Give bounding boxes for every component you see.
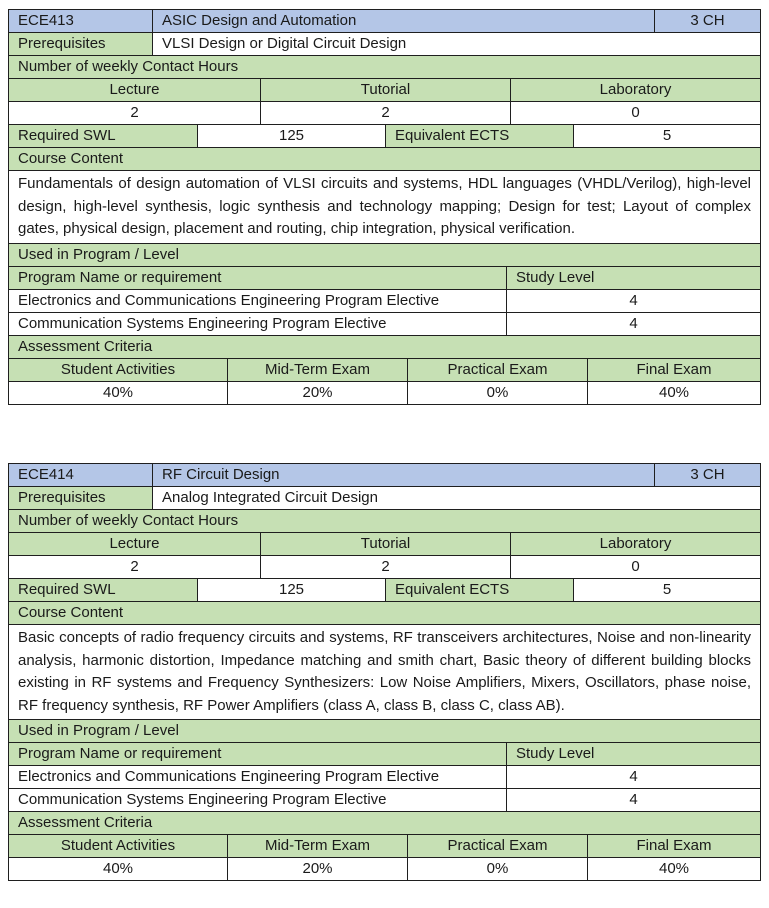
ects-label: Equivalent ECTS xyxy=(385,125,573,147)
program-row xyxy=(9,289,760,312)
course-content-text: Basic concepts of radio frequency circuits and systems, RF transceivers architectures, Noise and non-linearity analysis, harmonic distortion, Impedance matching and smith chart, Basic theory of different building blocks existing in RF systems and Frequency Synthesizers: Low Noise Amplifiers, Mixers, Oscillators, phase noise, RF frequency synthesis, RF Power Amplifiers (class A, class B, class C, class AB). xyxy=(9,624,760,719)
midterm-exam-header: Mid-Term Exam xyxy=(227,835,407,857)
assessment-header-row xyxy=(9,358,760,381)
assessment-header-row xyxy=(9,834,760,857)
final-exam-header: Final Exam xyxy=(587,359,760,381)
laboratory-header: Laboratory xyxy=(510,79,760,101)
tutorial-header: Tutorial xyxy=(260,79,510,101)
program-level-label-row xyxy=(9,243,760,266)
prerequisites-label: Prerequisites xyxy=(9,33,152,55)
program-row xyxy=(9,788,760,811)
practical-exam-header: Practical Exam xyxy=(407,835,587,857)
assessment-values-row xyxy=(9,857,760,880)
course-credits: 3 CH xyxy=(654,464,760,486)
student-activities-header: Student Activities xyxy=(9,835,227,857)
tutorial-header: Tutorial xyxy=(260,533,510,555)
study-level-header: Study Level xyxy=(506,267,760,289)
course-header-row xyxy=(9,10,760,32)
midterm-exam-value: 20% xyxy=(227,858,407,880)
prerequisites-row xyxy=(9,32,760,55)
ects-value: 5 xyxy=(573,579,760,601)
tutorial-hours: 2 xyxy=(260,556,510,578)
contact-hours-label-row xyxy=(9,55,760,78)
swl-label: Required SWL xyxy=(9,579,197,601)
contact-hours-label: Number of weekly Contact Hours xyxy=(9,56,760,78)
program-name: Electronics and Communications Engineering Program Elective xyxy=(9,290,506,312)
final-exam-value: 40% xyxy=(587,858,760,880)
course-table-ece414 xyxy=(8,463,761,881)
laboratory-hours: 0 xyxy=(510,102,760,124)
midterm-exam-header: Mid-Term Exam xyxy=(227,359,407,381)
program-name: Electronics and Communications Engineering Program Elective xyxy=(9,766,506,788)
course-content-label: Course Content xyxy=(9,602,760,624)
program-header-row xyxy=(9,742,760,765)
ects-value: 5 xyxy=(573,125,760,147)
course-title: ASIC Design and Automation xyxy=(152,10,654,32)
student-activities-header: Student Activities xyxy=(9,359,227,381)
assessment-label: Assessment Criteria xyxy=(9,336,760,358)
program-study-level: 4 xyxy=(506,766,760,788)
assessment-label: Assessment Criteria xyxy=(9,812,760,834)
program-study-level: 4 xyxy=(506,313,760,335)
program-name: Communication Systems Engineering Program Elective xyxy=(9,789,506,811)
course-title: RF Circuit Design xyxy=(152,464,654,486)
program-header-row xyxy=(9,266,760,289)
course-credits: 3 CH xyxy=(654,10,760,32)
course-content-text: Fundamentals of design automation of VLSI circuits and systems, HDL languages (VHDL/Verilog), high-level design, high-level synthesis, logic synthesis and technology mapping; Design for test; Layout of complex gates, physical design, placement and routing, chip integration, physical verification. xyxy=(9,170,760,243)
program-row xyxy=(9,312,760,335)
contact-hours-header-row xyxy=(9,532,760,555)
course-content-label: Course Content xyxy=(9,148,760,170)
ects-label: Equivalent ECTS xyxy=(385,579,573,601)
contact-hours-label-row xyxy=(9,509,760,532)
final-exam-header: Final Exam xyxy=(587,835,760,857)
program-study-level: 4 xyxy=(506,290,760,312)
student-activities-value: 40% xyxy=(9,382,227,404)
program-study-level: 4 xyxy=(506,789,760,811)
course-content-label-row xyxy=(9,147,760,170)
student-activities-value: 40% xyxy=(9,858,227,880)
lecture-header: Lecture xyxy=(9,533,260,555)
prerequisites-value: VLSI Design or Digital Circuit Design xyxy=(152,33,760,55)
final-exam-value: 40% xyxy=(587,382,760,404)
lecture-hours: 2 xyxy=(9,102,260,124)
program-name-header: Program Name or requirement xyxy=(9,743,506,765)
lecture-header: Lecture xyxy=(9,79,260,101)
swl-ects-row xyxy=(9,124,760,147)
assessment-label-row xyxy=(9,811,760,834)
prerequisites-value: Analog Integrated Circuit Design xyxy=(152,487,760,509)
program-row xyxy=(9,765,760,788)
swl-value: 125 xyxy=(197,579,385,601)
program-name-header: Program Name or requirement xyxy=(9,267,506,289)
contact-hours-values-row xyxy=(9,101,760,124)
study-level-header: Study Level xyxy=(506,743,760,765)
program-level-label: Used in Program / Level xyxy=(9,720,760,742)
swl-value: 125 xyxy=(197,125,385,147)
program-level-label: Used in Program / Level xyxy=(9,244,760,266)
assessment-values-row xyxy=(9,381,760,404)
program-name: Communication Systems Engineering Program Elective xyxy=(9,313,506,335)
contact-hours-values-row xyxy=(9,555,760,578)
contact-hours-header-row xyxy=(9,78,760,101)
course-table-ece413 xyxy=(8,9,761,405)
course-code: ECE414 xyxy=(9,464,152,486)
swl-ects-row xyxy=(9,578,760,601)
swl-label: Required SWL xyxy=(9,125,197,147)
course-content-label-row xyxy=(9,601,760,624)
contact-hours-label: Number of weekly Contact Hours xyxy=(9,510,760,532)
tutorial-hours: 2 xyxy=(260,102,510,124)
laboratory-header: Laboratory xyxy=(510,533,760,555)
lecture-hours: 2 xyxy=(9,556,260,578)
prerequisites-label: Prerequisites xyxy=(9,487,152,509)
course-code: ECE413 xyxy=(9,10,152,32)
course-header-row xyxy=(9,464,760,486)
prerequisites-row xyxy=(9,486,760,509)
practical-exam-value: 0% xyxy=(407,858,587,880)
midterm-exam-value: 20% xyxy=(227,382,407,404)
practical-exam-header: Practical Exam xyxy=(407,359,587,381)
assessment-label-row xyxy=(9,335,760,358)
program-level-label-row xyxy=(9,719,760,742)
practical-exam-value: 0% xyxy=(407,382,587,404)
laboratory-hours: 0 xyxy=(510,556,760,578)
